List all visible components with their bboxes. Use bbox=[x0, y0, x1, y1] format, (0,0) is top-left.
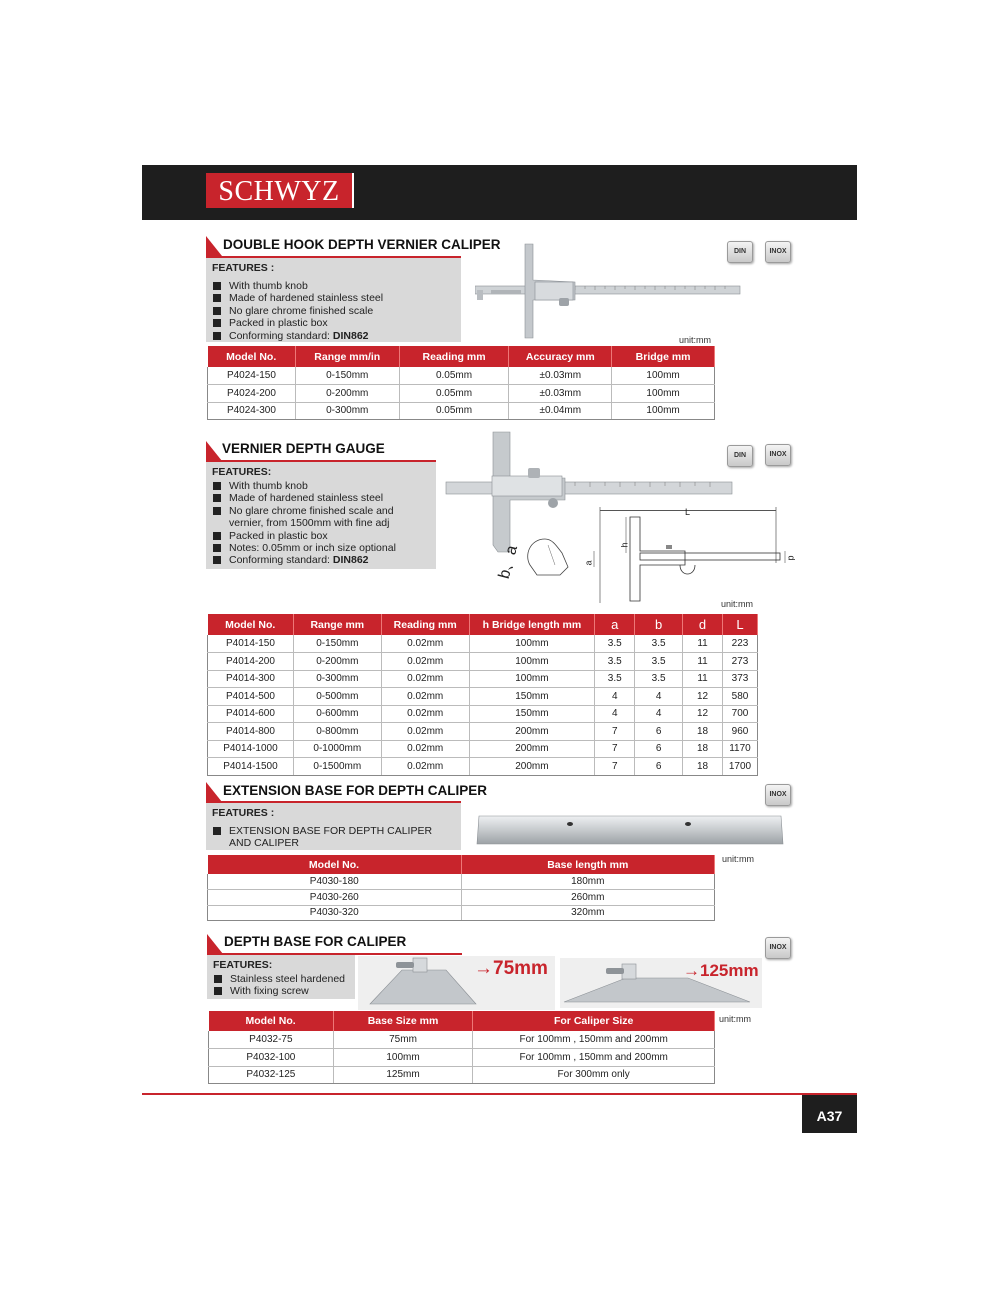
cell-d: 11 bbox=[683, 670, 723, 688]
cell-reading: 0.02mm bbox=[381, 758, 469, 776]
cell-l: 1170 bbox=[722, 740, 757, 758]
cell-b: 4 bbox=[635, 705, 683, 723]
cell-caliper-size: For 100mm , 150mm and 200mm bbox=[473, 1049, 715, 1067]
col-header: b bbox=[635, 614, 683, 635]
cell-l: 580 bbox=[722, 688, 757, 706]
cell-b: 6 bbox=[635, 723, 683, 741]
col-header: Accuracy mm bbox=[509, 346, 612, 367]
cell-a: 4 bbox=[595, 688, 635, 706]
col-header: Reading mm bbox=[399, 346, 509, 367]
cell-bridge: 200mm bbox=[469, 723, 595, 741]
cell-b: 6 bbox=[635, 740, 683, 758]
cell-model: P4014-200 bbox=[208, 653, 294, 671]
cell-range: 0-1500mm bbox=[293, 758, 381, 776]
table-row bbox=[208, 688, 758, 706]
table-row bbox=[208, 758, 758, 776]
cell-model: P4032-100 bbox=[209, 1049, 334, 1067]
callout-75mm: →75mm bbox=[474, 958, 548, 979]
feature-item bbox=[212, 554, 430, 566]
features-box-vernier-depth bbox=[206, 462, 436, 569]
cell-range: 0-300mm bbox=[295, 402, 399, 420]
col-header: Model No. bbox=[208, 346, 296, 367]
feature-item: Stainless steel hardened bbox=[213, 973, 349, 985]
table-row bbox=[208, 635, 758, 653]
page-number: A37 bbox=[802, 1095, 857, 1133]
cell-accuracy: ±0.03mm bbox=[509, 385, 612, 403]
cell-a: 3.5 bbox=[595, 653, 635, 671]
table-row bbox=[208, 890, 715, 906]
unit-label: unit:mm bbox=[721, 599, 754, 609]
feature-item: No glare chrome finished scale bbox=[212, 305, 455, 317]
cell-model: P4024-300 bbox=[208, 402, 296, 420]
brand-logo: SCHWYZ bbox=[206, 173, 352, 208]
cell-model: P4014-500 bbox=[208, 688, 294, 706]
cell-reading: 0.02mm bbox=[381, 705, 469, 723]
feature-item: With fixing screw bbox=[213, 985, 349, 997]
cell-a: 3.5 bbox=[595, 670, 635, 688]
standard-value: DIN862 bbox=[332, 329, 369, 342]
badge-inox: INOX bbox=[765, 241, 791, 263]
spec-table-vernier-depth bbox=[207, 614, 758, 776]
cell-caliper-size: For 100mm , 150mm and 200mm bbox=[473, 1031, 715, 1049]
cell-model: P4024-150 bbox=[208, 367, 296, 385]
callout-125mm: →125mm bbox=[683, 961, 759, 980]
cell-model: P4014-150 bbox=[208, 635, 294, 653]
cell-base-length: 260mm bbox=[461, 890, 714, 906]
feature-text: Conforming standard: bbox=[229, 329, 333, 342]
footer-rule bbox=[142, 1093, 857, 1095]
table-row bbox=[208, 653, 758, 671]
col-header: a bbox=[595, 614, 635, 635]
feature-item: Made of hardened stainless steel bbox=[212, 292, 455, 304]
cell-caliper-size: For 300mm only bbox=[473, 1066, 715, 1084]
cell-model: P4030-320 bbox=[208, 905, 462, 921]
cell-a: 3.5 bbox=[595, 635, 635, 653]
features-heading: FEATURES: bbox=[213, 959, 273, 971]
cell-range: 0-150mm bbox=[295, 367, 399, 385]
section-flag bbox=[207, 934, 223, 954]
badge-din: DIN bbox=[727, 445, 753, 467]
cell-reading: 0.02mm bbox=[381, 740, 469, 758]
cell-b: 6 bbox=[635, 758, 683, 776]
cell-bridge: 150mm bbox=[469, 688, 595, 706]
cell-b: 3.5 bbox=[635, 653, 683, 671]
col-header: d bbox=[683, 614, 723, 635]
col-header: Model No. bbox=[208, 855, 462, 874]
cell-b: 3.5 bbox=[635, 670, 683, 688]
feature-item: Notes: 0.05mm or inch size optional bbox=[212, 542, 430, 554]
unit-label: unit:mm bbox=[679, 335, 712, 345]
table-row bbox=[208, 874, 715, 890]
table-row bbox=[208, 723, 758, 741]
section-flag bbox=[206, 441, 222, 461]
cell-model: P4014-600 bbox=[208, 705, 294, 723]
cell-reading: 0.02mm bbox=[381, 688, 469, 706]
cell-reading: 0.05mm bbox=[399, 402, 509, 420]
cell-base-size: 75mm bbox=[333, 1031, 473, 1049]
cell-model: P4014-800 bbox=[208, 723, 294, 741]
features-box-extension-base bbox=[206, 803, 461, 850]
table-row bbox=[208, 385, 715, 403]
cell-accuracy: ±0.04mm bbox=[509, 402, 612, 420]
dim-label-d: d bbox=[786, 555, 797, 561]
cell-reading: 0.05mm bbox=[399, 385, 509, 403]
cell-model: P4032-75 bbox=[209, 1031, 334, 1049]
cell-base-length: 320mm bbox=[461, 905, 714, 921]
cell-l: 960 bbox=[722, 723, 757, 741]
features-heading: FEATURES : bbox=[212, 807, 275, 819]
col-header: Base Size mm bbox=[333, 1011, 473, 1031]
col-header: Range mm/in bbox=[295, 346, 399, 367]
feature-item: No glare chrome finished scale and vernier, from 1500mm with fine adj bbox=[212, 505, 430, 530]
unit-label: unit:mm bbox=[722, 854, 755, 864]
col-header: Range mm bbox=[293, 614, 381, 635]
dim-label-profile: b、a bbox=[495, 543, 522, 581]
feature-item: Packed in plastic box bbox=[212, 317, 455, 329]
standard-value: DIN862 bbox=[332, 554, 369, 567]
cell-bridge: 100mm bbox=[612, 367, 715, 385]
feature-text: Conforming standard: bbox=[229, 554, 333, 567]
cell-model: P4032-125 bbox=[209, 1066, 334, 1084]
table-row bbox=[208, 740, 758, 758]
section-flag bbox=[206, 236, 222, 256]
cell-range: 0-800mm bbox=[293, 723, 381, 741]
table-row bbox=[208, 905, 715, 921]
cell-bridge: 100mm bbox=[469, 670, 595, 688]
extension-base-image bbox=[475, 808, 787, 850]
cell-l: 273 bbox=[722, 653, 757, 671]
cell-reading: 0.02mm bbox=[381, 653, 469, 671]
cell-bridge: 100mm bbox=[469, 653, 595, 671]
feature-item: With thumb knob bbox=[212, 280, 455, 292]
cell-reading: 0.05mm bbox=[399, 367, 509, 385]
cell-range: 0-150mm bbox=[293, 635, 381, 653]
badge-inox: INOX bbox=[765, 937, 791, 959]
dim-label-l: L bbox=[685, 507, 691, 517]
spec-table-double-hook bbox=[207, 346, 715, 420]
col-header: Reading mm bbox=[381, 614, 469, 635]
feature-item: Made of hardened stainless steel bbox=[212, 492, 430, 504]
cell-l: 700 bbox=[722, 705, 757, 723]
cell-a: 7 bbox=[595, 740, 635, 758]
spec-table-extension-base bbox=[207, 855, 715, 921]
col-header: Bridge mm bbox=[612, 346, 715, 367]
cell-model: P4014-1500 bbox=[208, 758, 294, 776]
cell-bridge: 100mm bbox=[469, 635, 595, 653]
cell-l: 1700 bbox=[722, 758, 757, 776]
section-title-extension-base: EXTENSION BASE FOR DEPTH CALIPER bbox=[223, 783, 488, 798]
cell-d: 12 bbox=[683, 705, 723, 723]
cell-d: 11 bbox=[683, 635, 723, 653]
badge-din: DIN bbox=[727, 241, 753, 263]
cell-model: P4014-300 bbox=[208, 670, 294, 688]
cell-bridge: 100mm bbox=[612, 402, 715, 420]
col-header: For Caliper Size bbox=[473, 1011, 715, 1031]
logo-divider bbox=[352, 173, 354, 208]
col-header: Model No. bbox=[209, 1011, 334, 1031]
cell-base-size: 125mm bbox=[333, 1066, 473, 1084]
cell-l: 223 bbox=[722, 635, 757, 653]
cell-reading: 0.02mm bbox=[381, 635, 469, 653]
unit-label: unit:mm bbox=[719, 1014, 752, 1024]
cell-bridge: 150mm bbox=[469, 705, 595, 723]
dimension-diagram bbox=[490, 505, 800, 610]
cell-range: 0-500mm bbox=[293, 688, 381, 706]
col-header: h Bridge length mm bbox=[469, 614, 595, 635]
features-box-double-hook bbox=[206, 258, 461, 342]
cell-a: 7 bbox=[595, 723, 635, 741]
feature-item bbox=[212, 330, 455, 342]
cell-d: 12 bbox=[683, 688, 723, 706]
cell-reading: 0.02mm bbox=[381, 670, 469, 688]
table-row bbox=[208, 670, 758, 688]
section-title-double-hook: DOUBLE HOOK DEPTH VERNIER CALIPER bbox=[223, 237, 501, 252]
features-box-depth-base bbox=[207, 955, 355, 999]
cell-range: 0-200mm bbox=[293, 653, 381, 671]
badge-inox: INOX bbox=[765, 784, 791, 806]
table-row bbox=[209, 1031, 715, 1049]
features-heading: FEATURES : bbox=[212, 262, 275, 274]
double-hook-caliper-image bbox=[475, 242, 745, 342]
cell-range: 0-1000mm bbox=[293, 740, 381, 758]
cell-model: P4024-200 bbox=[208, 385, 296, 403]
cell-d: 18 bbox=[683, 723, 723, 741]
spec-table-depth-base bbox=[208, 1011, 715, 1084]
cell-l: 373 bbox=[722, 670, 757, 688]
col-header: L bbox=[722, 614, 757, 635]
dim-label-h: h bbox=[619, 542, 630, 548]
cell-range: 0-300mm bbox=[293, 670, 381, 688]
cell-a: 7 bbox=[595, 758, 635, 776]
features-heading: FEATURES: bbox=[212, 466, 272, 478]
col-header: Model No. bbox=[208, 614, 294, 635]
table-row bbox=[208, 367, 715, 385]
cell-reading: 0.02mm bbox=[381, 723, 469, 741]
col-header: Base length mm bbox=[461, 855, 714, 874]
table-row bbox=[208, 705, 758, 723]
cell-d: 18 bbox=[683, 758, 723, 776]
cell-bridge: 200mm bbox=[469, 758, 595, 776]
feature-item: Packed in plastic box bbox=[212, 530, 430, 542]
cell-a: 4 bbox=[595, 705, 635, 723]
table-row bbox=[209, 1049, 715, 1067]
feature-item: EXTENSION BASE FOR DEPTH CALIPER AND CALIPER bbox=[212, 825, 455, 850]
cell-range: 0-600mm bbox=[293, 705, 381, 723]
cell-model: P4030-180 bbox=[208, 874, 462, 890]
cell-base-length: 180mm bbox=[461, 874, 714, 890]
section-title-depth-base: DEPTH BASE FOR CALIPER bbox=[224, 934, 407, 949]
table-row bbox=[209, 1066, 715, 1084]
table-row bbox=[208, 402, 715, 420]
cell-accuracy: ±0.03mm bbox=[509, 367, 612, 385]
cell-model: P4014-1000 bbox=[208, 740, 294, 758]
badge-inox: INOX bbox=[765, 444, 791, 466]
cell-model: P4030-260 bbox=[208, 890, 462, 906]
cell-d: 11 bbox=[683, 653, 723, 671]
cell-b: 4 bbox=[635, 688, 683, 706]
section-title-vernier-depth: VERNIER DEPTH GAUGE bbox=[222, 441, 385, 456]
cell-bridge: 200mm bbox=[469, 740, 595, 758]
cell-b: 3.5 bbox=[635, 635, 683, 653]
feature-item: With thumb knob bbox=[212, 480, 430, 492]
section-flag bbox=[206, 782, 222, 802]
cell-range: 0-200mm bbox=[295, 385, 399, 403]
cell-bridge: 100mm bbox=[612, 385, 715, 403]
cell-d: 18 bbox=[683, 740, 723, 758]
dim-label-a: a bbox=[583, 560, 594, 566]
cell-base-size: 100mm bbox=[333, 1049, 473, 1067]
